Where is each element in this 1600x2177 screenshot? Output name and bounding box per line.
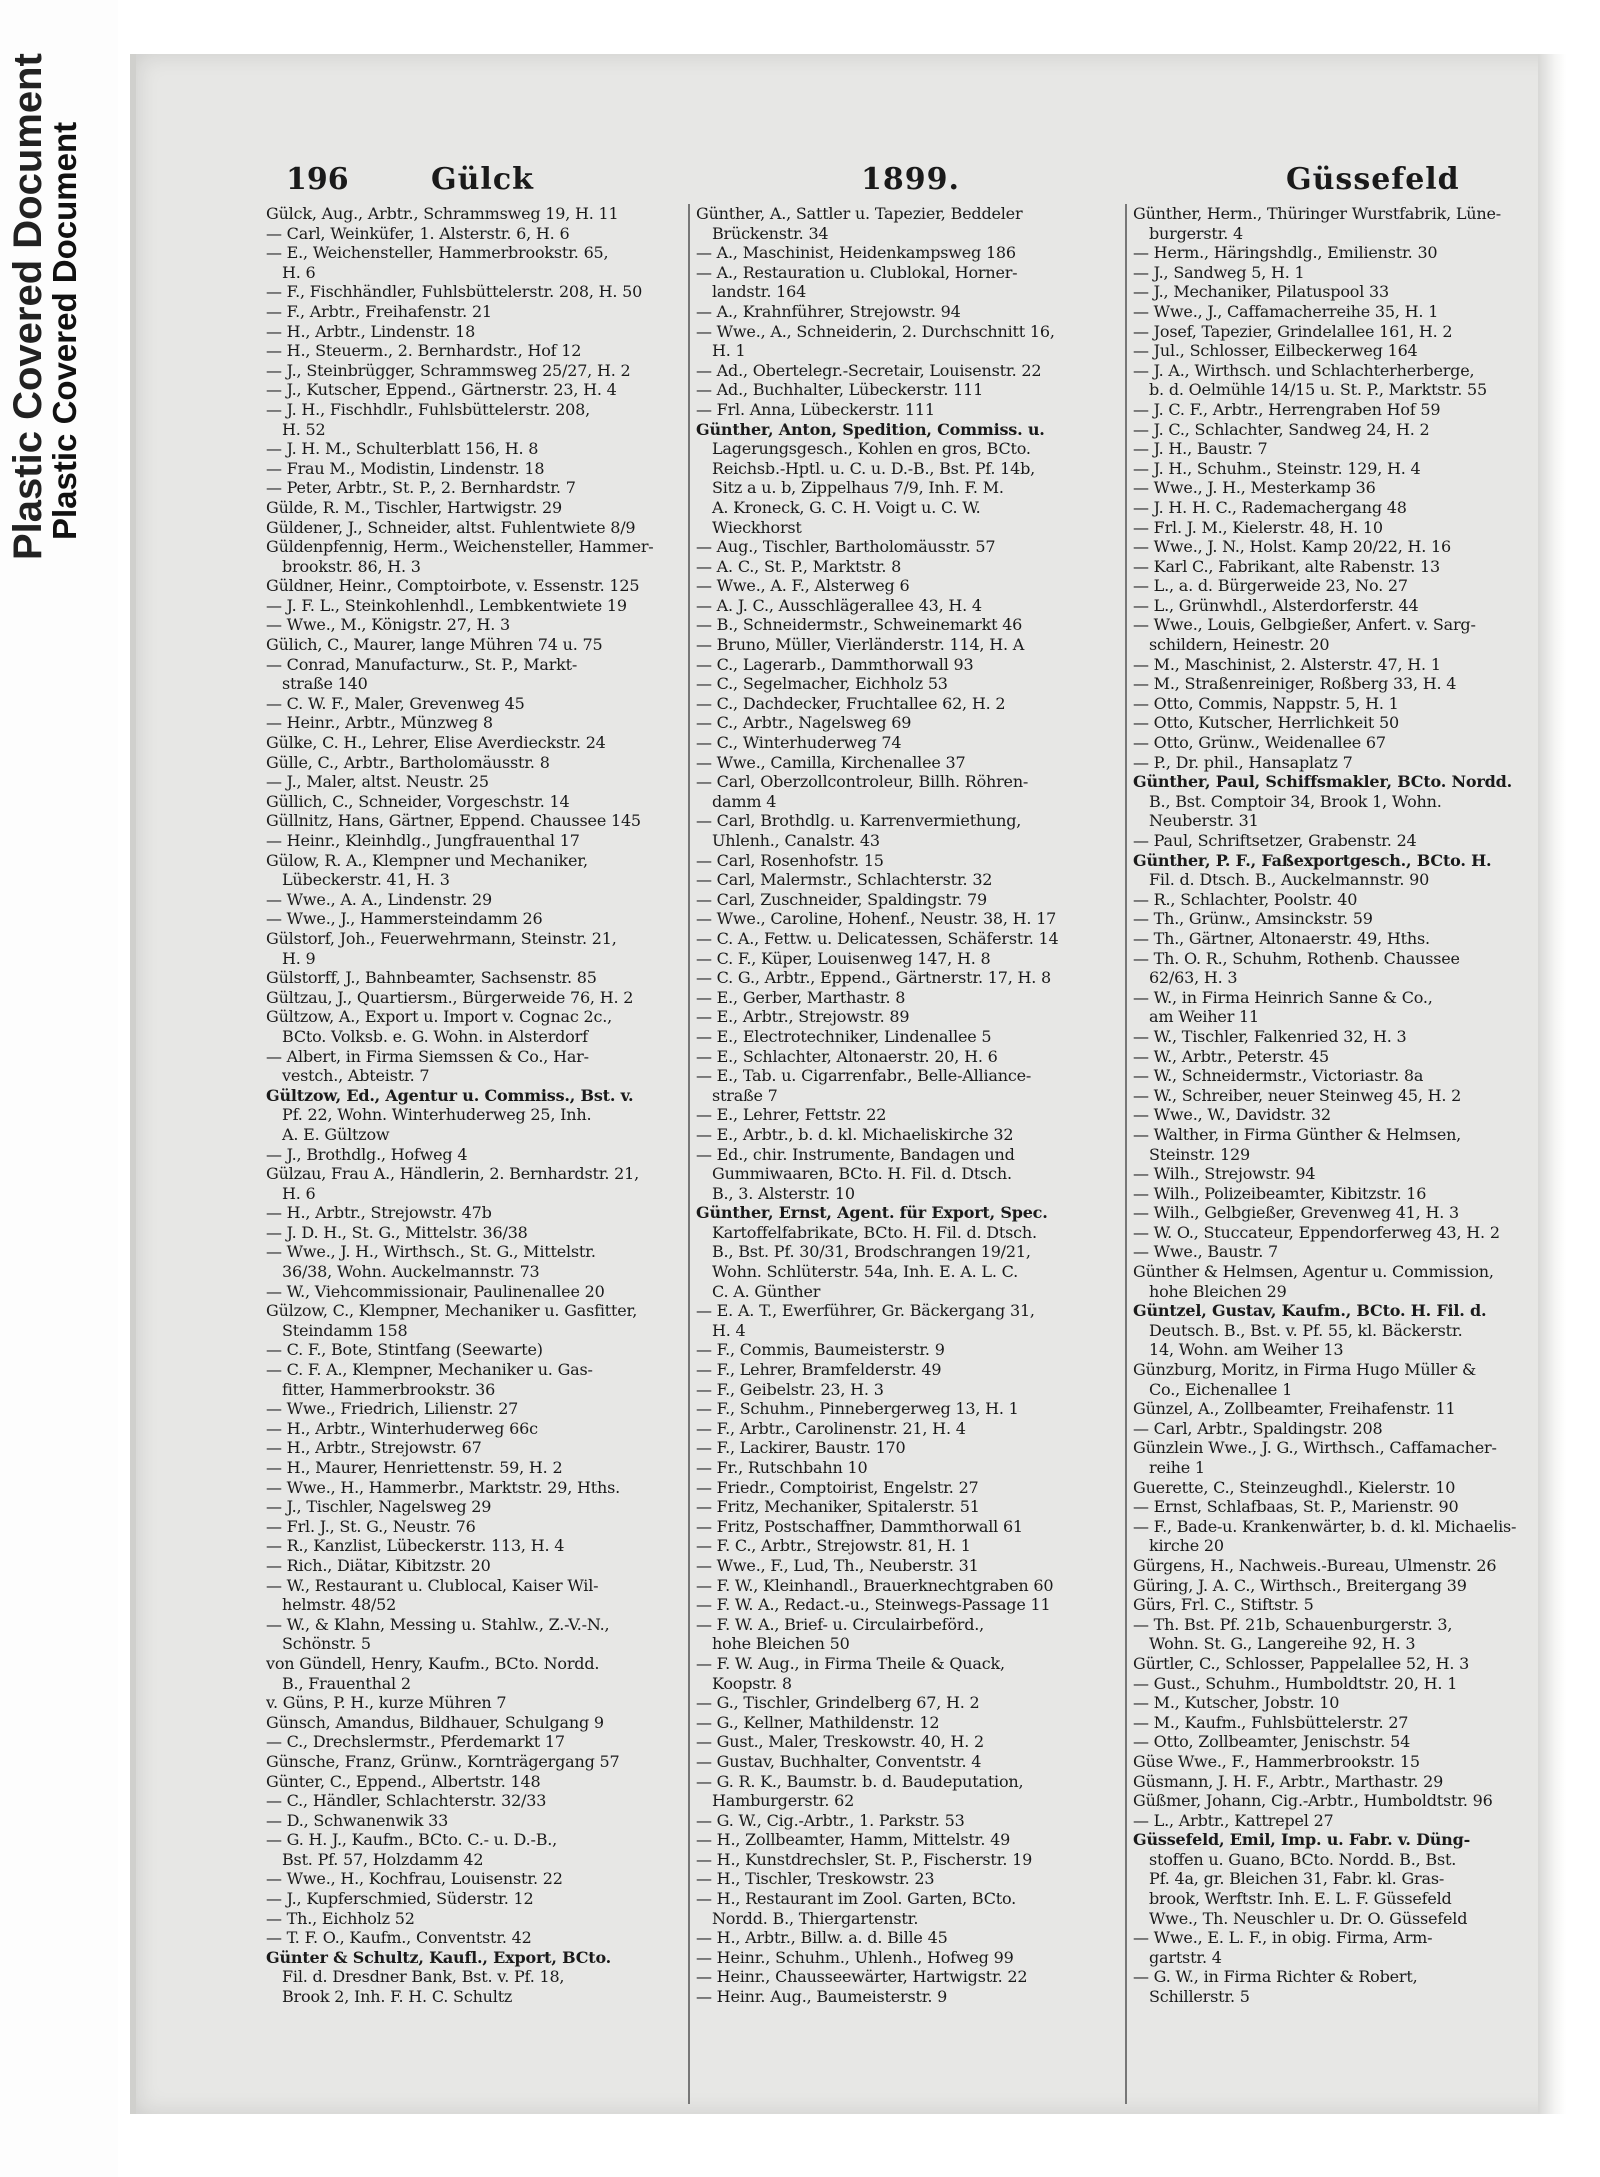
directory-entry-line: — Carl, Oberzollcontroleur, Billh. Röhren- [696,772,1029,792]
directory-entry-line: — Frl. J., St. G., Neustr. 76 [266,1516,476,1536]
directory-entry-line: — Wwe., Louis, Gelbgießer, Anfert. v. Sarg- [1133,615,1476,635]
directory-entry-line: H. 9 [282,948,316,968]
directory-entry-line: — Friedr., Comptoirist, Engelstr. 27 [696,1477,979,1497]
directory-entry-line: Neuberstr. 31 [1149,811,1259,831]
directory-entry-line: burgerstr. 4 [1149,223,1244,243]
directory-entry-line: — M., Maschinist, 2. Alsterstr. 47, H. 1 [1133,654,1441,674]
directory-entry-line: — Frl. J. M., Kielerstr. 48, H. 10 [1133,517,1383,537]
directory-entry-line: von Gündell, Henry, Kaufm., BCto. Nordd. [266,1653,600,1673]
directory-entry-line: — L., a. d. Bürgerweide 23, No. 27 [1133,576,1408,596]
directory-entry-line: Güse Wwe., F., Hammerbrookstr. 15 [1133,1751,1420,1771]
directory-entry-line: — C. A., Fettw. u. Delicatessen, Schäferstr. 14 [696,928,1059,948]
directory-entry-line: — Carl, Malermstr., Schlachterstr. 32 [696,870,993,890]
directory-entry-line: — H., Arbtr., Strejowstr. 47b [266,1203,492,1223]
directory-entry-line: — Otto, Commis, Nappstr. 5, H. 1 [1133,693,1399,713]
plastic-cover-label: Plastic Covered Document [46,121,83,540]
plastic-cover-label-partial: Plastic Covered Document [6,53,50,560]
directory-entry-line: — Th., Eichholz 52 [266,1908,415,1928]
directory-entry-line: Kartoffelfabrikate, BCto. H. Fil. d. Dtsch. [712,1222,1037,1242]
directory-entry-line: H. 6 [282,262,316,282]
directory-entry-line: Bst. Pf. 57, Holzdamm 42 [282,1849,484,1869]
directory-entry-line: — W., Tischler, Falkenried 32, H. 3 [1133,1026,1407,1046]
directory-entry-line: — J. H. M., Schulterblatt 156, H. 8 [266,439,539,459]
directory-entry-line: — Carl, Weinküfer, 1. Alsterstr. 6, H. 6 [266,223,570,243]
directory-entry-line: brookstr. 86, H. 3 [282,556,421,576]
directory-entry-line: Pf. 22, Wohn. Winterhuderweg 25, Inh. [282,1105,592,1125]
directory-entry-line: — Wilh., Gelbgießer, Grevenweg 41, H. 3 [1133,1203,1459,1223]
directory-entry-line: — A. C., St. P., Marktstr. 8 [696,556,902,576]
directory-entry-line: Gülle, C., Arbtr., Bartholomäusstr. 8 [266,752,550,772]
directory-entry-line: Fil. d. Dresdner Bank, Bst. v. Pf. 18, [282,1967,565,1987]
column-3 [1133,204,1549,2007]
directory-entry-line: — C., Arbtr., Nagelsweg 69 [696,713,912,733]
directory-entry-line: — B., Schneidermstr., Schweinemarkt 46 [696,615,1023,635]
directory-entry-line: — G. H. J., Kaufm., BCto. C.- u. D.-B., [266,1830,558,1850]
directory-entry-line: — F. C., Arbtr., Strejowstr. 81, H. 1 [696,1536,971,1556]
directory-entry-line: A. Kroneck, G. C. H. Voigt u. C. W. [712,497,981,517]
directory-entry-line: — F., Bade-u. Krankenwärter, b. d. kl. Michaelis- [1133,1516,1517,1536]
directory-entry-line: — Conrad, Manufacturw., St. P., Markt- [266,654,578,674]
directory-entry-line: — J. A., Wirthsch. und Schlachterherberge, [1133,360,1475,380]
directory-entry-line: — W., Schneidermstr., Victoriastr. 8a [1133,1066,1424,1086]
directory-entry-line: Günther, P. F., Faßexportgesch., BCto. H. [1133,850,1492,870]
directory-entry-line: Günther, Herm., Thüringer Wurstfabrik, Lüne- [1133,204,1501,223]
directory-entry-line: — C., Winterhuderweg 74 [696,733,902,753]
directory-entry-line: — Carl, Brothdlg. u. Karrenvermiethung, [696,811,1022,831]
directory-entry-line: straße 140 [282,674,368,694]
directory-entry-line: — C. W. F., Maler, Grevenweg 45 [266,693,525,713]
directory-entry-line: — Gust., Schuhm., Humboldtstr. 20, H. 1 [1133,1673,1458,1693]
directory-entry-line: Wohn. St. G., Langereihe 92, H. 3 [1149,1634,1416,1654]
directory-entry-line: — Th. O. R., Schuhm, Rothenb. Chaussee [1133,948,1460,968]
directory-entry-line: — E., Schlachter, Altonaerstr. 20, H. 6 [696,1046,998,1066]
directory-entry-line: — Th., Gärtner, Altonaerstr. 49, Hths. [1133,928,1430,948]
directory-entry-line: C. A. Günther [712,1281,821,1301]
directory-entry-line: — F., Commis, Baumeisterstr. 9 [696,1340,945,1360]
directory-entry-line: — J., Sandweg 5, H. 1 [1133,262,1305,282]
directory-entry-line: — Fr., Rutschbahn 10 [696,1458,868,1477]
directory-entry-line: — J., Kupferschmied, Süderstr. 12 [266,1889,534,1909]
directory-entry-line: — Wwe., J. H., Mesterkamp 36 [1133,478,1376,498]
directory-entry-line: Hamburgerstr. 62 [712,1791,855,1811]
directory-entry-line: — Wwe., Baustr. 7 [1133,1242,1279,1262]
directory-entry-line: — M., Kutscher, Jobstr. 10 [1133,1693,1340,1713]
directory-entry-line: fitter, Hammerbrookstr. 36 [282,1379,496,1399]
directory-entry-line: Günther & Helmsen, Agentur u. Commission, [1133,1262,1494,1282]
directory-entry-line: — A., Restauration u. Clublokal, Horner- [696,262,1018,282]
directory-entry-line: — Walther, in Firma Günther & Helmsen, [1133,1124,1462,1144]
directory-entry-line: — W., Schreiber, neuer Steinweg 45, H. 2 [1133,1085,1462,1105]
directory-entry-line: — C. F., Küper, Louisenweg 147, H. 8 [696,948,991,968]
directory-entry-line: — Otto, Zollbeamter, Jenischstr. 54 [1133,1732,1411,1752]
directory-entry-line: — J. H., Baustr. 7 [1133,439,1268,459]
directory-entry-line: Günther, Paul, Schiffsmakler, BCto. Nordd. [1133,772,1512,792]
directory-entry-line: — H., Tischler, Treskowstr. 23 [696,1869,935,1889]
directory-entry-line: straße 7 [712,1085,778,1105]
directory-page [130,54,1566,2114]
directory-entry-line: reihe 1 [1149,1458,1205,1477]
directory-entry-line: Gülzau, Frau A., Händlerin, 2. Bernhardstr. 21, [266,1164,640,1184]
directory-entry-line: gartstr. 4 [1149,1947,1222,1967]
directory-entry-line: — Wwe., Caroline, Hohenf., Neustr. 38, H. 17 [696,909,1057,929]
directory-entry-line: — M., Straßenreiniger, Roßberg 33, H. 4 [1133,674,1457,694]
directory-entry-line: — J., Kutscher, Eppend., Gärtnerstr. 23, H. 4 [266,380,617,400]
directory-entry-line: 62/63, H. 3 [1149,968,1238,988]
directory-entry-line: Günsch, Amandus, Bildhauer, Schulgang 9 [266,1712,604,1732]
directory-entry-line: — Josef, Tapezier, Grindelallee 161, H. 2 [1133,321,1453,341]
directory-entry-line: — L., Arbtr., Kattrepel 27 [1133,1810,1334,1830]
header-left-word: Gülck [431,162,534,197]
directory-entry-line: Sitz a u. b, Zippelhaus 7/9, Inh. F. M. [712,478,1004,498]
directory-entry-line: — Wwe., J., Caffamacherreihe 35, H. 1 [1133,301,1439,321]
scan-margin [0,0,118,2177]
directory-entry-line: — E., Weichensteller, Hammerbrookstr. 65, [266,243,609,263]
directory-entry-line: — A., Maschinist, Heidenkampsweg 186 [696,243,1016,263]
directory-entry-line: — J., Brothdlg., Hofweg 4 [266,1144,468,1164]
directory-entry-line: — R., Schlachter, Poolstr. 40 [1133,889,1358,909]
directory-entry-line: — Wwe., H., Kochfrau, Louisenstr. 22 [266,1869,563,1889]
directory-entry-line: Güllich, C., Schneider, Vorgeschstr. 14 [266,791,570,811]
directory-entry-line: H. 52 [282,419,326,439]
directory-entry-line: — F. W., Kleinhandl., Brauerknechtgraben 60 [696,1575,1054,1595]
directory-entry-line: — Wwe., E. L. F., in obig. Firma, Arm- [1133,1928,1433,1948]
directory-entry-line: — H., Arbtr., Strejowstr. 67 [266,1438,482,1458]
directory-entry-line: — Heinr., Schuhm., Uhlenh., Hofweg 99 [696,1947,1014,1967]
directory-entry-line: schildern, Heinestr. 20 [1149,635,1330,655]
directory-entry-line: Deutsch. B., Bst. v. Pf. 55, kl. Bäckerstr. [1149,1320,1463,1340]
directory-entry-line: — J. C., Schlachter, Sandweg 24, H. 2 [1133,419,1430,439]
directory-entry-line: — J. D. H., St. G., Mittelstr. 36/38 [266,1222,528,1242]
directory-entry-line: Brückenstr. 34 [712,223,829,243]
header-right-word: Güssefeld [1286,162,1460,197]
directory-entry-line: Gürtler, C., Schlosser, Pappelallee 52, H. 3 [1133,1653,1470,1673]
directory-entry-line: — F. W. A., Brief- u. Circulairbeförd., [696,1614,985,1634]
column-2 [696,204,1124,2007]
directory-entry-line: — G. W., in Firma Richter & Robert, [1133,1967,1418,1987]
directory-entry-line: — F., Geibelstr. 23, H. 3 [696,1379,884,1399]
directory-entry-line: — Wwe., J. N., Holst. Kamp 20/22, H. 16 [1133,537,1452,557]
directory-entry-line: — Karl C., Fabrikant, alte Rabenstr. 13 [1133,556,1440,576]
directory-entry-line: — Fritz, Postschaffner, Dammthorwall 61 [696,1516,1023,1536]
directory-entry-line: — Jul., Schlosser, Eilbeckerweg 164 [1133,341,1418,361]
directory-entry-line: — J., Steinbrügger, Schrammsweg 25/27, H. 2 [266,360,631,380]
directory-entry-line: A. E. Gültzow [282,1124,390,1144]
directory-entry-line: landstr. 164 [712,282,807,302]
directory-entry-line: Günther, Ernst, Agent. für Export, Spec. [696,1203,1048,1223]
directory-entry-line: kirche 20 [1149,1536,1224,1556]
directory-entry-line: Wohn. Schlüterstr. 54a, Inh. E. A. L. C. [712,1262,1018,1282]
directory-entry-line: Brook 2, Inh. F. H. C. Schultz [282,1987,513,2007]
directory-entry-line: — F., Arbtr., Freihafenstr. 21 [266,301,492,321]
directory-entry-line: — Aug., Tischler, Bartholomäusstr. 57 [696,537,996,557]
directory-entry-line: — L., Grünwhdl., Alsterdorferstr. 44 [1133,595,1419,615]
directory-entry-line: — Bruno, Müller, Vierländerstr. 114, H. A [696,635,1025,655]
directory-entry-line: — Wwe., Camilla, Kirchenallee 37 [696,752,966,772]
directory-entry-line: — F., Lackirer, Baustr. 170 [696,1438,906,1458]
directory-entry-line: — Heinr., Kleinhdlg., Jungfrauenthal 17 [266,831,580,850]
directory-entry-line: Günzel, A., Zollbeamter, Freihafenstr. 11 [1133,1399,1456,1419]
directory-entry-line: — M., Kaufm., Fuhlsbüttelerstr. 27 [1133,1712,1409,1732]
directory-entry-line: Güllnitz, Hans, Gärtner, Eppend. Chaussee 145 [266,811,641,831]
directory-entry-line: — H., Arbtr., Winterhuderweg 66c [266,1418,538,1438]
directory-entry-line: Gürgens, H., Nachweis.-Bureau, Ulmenstr. 26 [1133,1555,1497,1575]
directory-entry-line: — Th., Grünw., Amsinckstr. 59 [1133,909,1373,929]
directory-entry-line: Nordd. B., Thiergartenstr. [712,1908,919,1928]
directory-entry-line: Gülstorff, J., Bahnbeamter, Sachsenstr. 85 [266,968,597,988]
directory-entry-line: — J., Mechaniker, Pilatuspool 33 [1133,282,1389,302]
directory-entry-line: Gülow, R. A., Klempner und Mechaniker, [266,850,588,870]
directory-entry-line: Co., Eichenallee 1 [1149,1379,1293,1399]
directory-entry-line: — F., Fischhändler, Fuhlsbüttelerstr. 208, H. 50 [266,282,643,302]
directory-entry-line: — J. C. F., Arbtr., Herrengraben Hof 59 [1133,399,1441,419]
directory-entry-line: — Wwe., A. F., Alsterweg 6 [696,576,910,596]
directory-entry-line: — Wwe., M., Königstr. 27, H. 3 [266,615,510,635]
directory-entry-line: Güldner, Heinr., Comptoirbote, v. Essenstr. 125 [266,576,640,596]
directory-entry-line: B., Bst. Comptoir 34, Brook 1, Wohn. [1149,791,1442,811]
directory-entry-line: — Ed., chir. Instrumente, Bandagen und [696,1144,1015,1164]
directory-entry-line: — C. G., Arbtr., Eppend., Gärtnerstr. 17, H. 8 [696,968,1052,988]
directory-entry-line: B., Frauenthal 2 [282,1673,411,1693]
directory-entry-line: — J. H., Fischhdlr., Fuhlsbüttelerstr. 208, [266,399,591,419]
directory-entry-line: H. 4 [712,1320,746,1340]
directory-entry-line: Gülzow, C., Klempner, Mechaniker u. Gasfitter, [266,1301,638,1321]
directory-entry-line: — J. F. L., Steinkohlenhdl., Lembkentwiete 19 [266,595,627,615]
directory-entry-line: hohe Bleichen 29 [1149,1281,1287,1301]
header-year: 1899. [861,162,960,197]
directory-entry-line: — H., Arbtr., Lindenstr. 18 [266,321,476,341]
directory-entry-line: — W., in Firma Heinrich Sanne & Co., [1133,987,1433,1007]
directory-entry-line: — E. A. T., Ewerführer, Gr. Bäckergang 31, [696,1301,1035,1321]
directory-entry-line: b. d. Oelmühle 14/15 u. St. P., Marktstr. 55 [1149,380,1487,400]
directory-entry-line: — C., Dachdecker, Fruchtallee 62, H. 2 [696,693,1006,713]
page-header [136,162,1536,206]
directory-entry-line: Steindamm 158 [282,1320,408,1340]
directory-entry-line: — F. W. Aug., in Firma Theile & Quack, [696,1653,1005,1673]
directory-entry-line: Gülck, Aug., Arbtr., Schrammsweg 19, H. 11 [266,204,619,223]
directory-entry-line: Güsmann, J. H. F., Arbtr., Marthastr. 29 [1133,1771,1444,1791]
directory-entry-line: — G., Tischler, Grindelberg 67, H. 2 [696,1693,980,1713]
directory-entry-line: — Otto, Kutscher, Herrlichkeit 50 [1133,713,1399,733]
directory-entry-line: — C., Lagerarb., Dammthorwall 93 [696,654,974,674]
directory-entry-line: — Ad., Obertelegr.-Secretair, Louisenstr. 22 [696,360,1042,380]
directory-entry-line: — Wilh., Strejowstr. 94 [1133,1164,1316,1184]
directory-entry-line: — Ad., Buchhalter, Lübeckerstr. 111 [696,380,984,400]
directory-entry-line: — W., Arbtr., Peterstr. 45 [1133,1046,1329,1066]
directory-entry-line: — E., Lehrer, Fettstr. 22 [696,1105,887,1125]
directory-entry-line: 14, Wohn. am Weiher 13 [1149,1340,1344,1360]
directory-entry-line: Gülstorf, Joh., Feuerwehrmann, Steinstr. 21, [266,928,617,948]
directory-entry-line: — F., Schuhm., Pinnebergerweg 13, H. 1 [696,1399,1019,1419]
directory-entry-line: — C., Händler, Schlachterstr. 32/33 [266,1791,547,1811]
directory-entry-line: — Carl, Zuschneider, Spaldingstr. 79 [696,889,987,909]
directory-entry-line: Gülke, C. H., Lehrer, Elise Averdieckstr. 24 [266,733,606,753]
directory-entry-line: — W., Viehcommissionair, Paulinenallee 20 [266,1281,605,1301]
directory-entry-line: — H., Zollbeamter, Hamm, Mittelstr. 49 [696,1830,1011,1850]
directory-entry-line: — H., Kunstdrechsler, St. P., Fischerstr. 19 [696,1849,1033,1869]
directory-entry-line: — W. O., Stuccateur, Eppendorferweg 43, H. 2 [1133,1222,1500,1242]
directory-entry-line: — Wwe., Friedrich, Lilienstr. 27 [266,1399,519,1419]
directory-entry-line: Schönstr. 5 [282,1634,371,1654]
directory-entry-line: — Th. Bst. Pf. 21b, Schauenburgerstr. 3, [1133,1614,1453,1634]
directory-entry-line: Gülich, C., Maurer, lange Mühren 74 u. 75 [266,635,603,655]
directory-entry-line: — T. F. O., Kaufm., Conventstr. 42 [266,1928,532,1948]
directory-entry-line: Güntzel, Gustav, Kaufm., BCto. H. Fil. d. [1133,1301,1487,1321]
directory-entry-line: Gültzow, Ed., Agentur u. Commiss., Bst. v. [266,1085,634,1105]
directory-entry-line: — Wwe., A., Schneiderin, 2. Durchschnitt 16, [696,321,1055,341]
directory-entry-line: Güßmer, Johann, Cig.-Arbtr., Humboldtstr. 96 [1133,1791,1493,1811]
directory-entry-line: — Rich., Diätar, Kibitzstr. 20 [266,1555,491,1575]
directory-entry-line: — Wwe., W., Davidstr. 32 [1133,1105,1331,1125]
directory-entry-line: — Heinr., Chausseewärter, Hartwigstr. 22 [696,1967,1028,1987]
directory-entry-line: — C., Drechslermstr., Pferdemarkt 17 [266,1732,565,1752]
directory-entry-line: Güssefeld, Emil, Imp. u. Fabr. v. Düng- [1133,1830,1471,1850]
directory-entry-line: — W., & Klahn, Messing u. Stahlw., Z.-V.-N., [266,1614,610,1634]
directory-entry-line: — R., Kanzlist, Lübeckerstr. 113, H. 4 [266,1536,565,1556]
directory-entry-line: Günsche, Franz, Grünw., Kornträgergang 57 [266,1751,620,1771]
directory-entry-line: Uhlenh., Canalstr. 43 [712,831,880,850]
column-rule [688,204,690,2104]
directory-entry-line: H. 1 [712,341,746,361]
directory-entry-line: brook, Werftstr. Inh. E. L. F. Güssefeld [1149,1889,1452,1909]
directory-entry-line: — Ernst, Schlafbaas, St. P., Marienstr. 90 [1133,1497,1459,1517]
directory-entry-line: — Wwe., A. A., Lindenstr. 29 [266,889,493,909]
directory-entry-line: damm 4 [712,791,777,811]
directory-entry-line: Lübeckerstr. 41, H. 3 [282,870,450,890]
directory-entry-line: — Wwe., F., Lud, Th., Neuberstr. 31 [696,1555,979,1575]
directory-entry-line: stoffen u. Guano, BCto. Nordd. B., Bst. [1149,1849,1457,1869]
directory-entry-line: — W., Restaurant u. Clublocal, Kaiser Wil- [266,1575,599,1595]
directory-entry-line: Fil. d. Dtsch. B., Auckelmannstr. 90 [1149,870,1430,890]
directory-entry-line: — F. W. A., Redact.-u., Steinwegs-Passage 11 [696,1595,1051,1615]
directory-entry-line: — H., Steuerm., 2. Bernhardstr., Hof 12 [266,341,582,361]
directory-entry-line: Gültzow, A., Export u. Import v. Cognac 2c., [266,1007,613,1027]
directory-entry-line: — Gust., Maler, Treskowstr. 40, H. 2 [696,1732,985,1752]
directory-entry-line: Günter, C., Eppend., Albertstr. 148 [266,1771,541,1791]
directory-entry-line: H. 6 [282,1183,316,1203]
directory-entry-line: BCto. Volksb. e. G. Wohn. in Alsterdorf [282,1026,588,1046]
directory-entry-line: am Weiher 11 [1149,1007,1259,1027]
directory-entry-line: Steinstr. 129 [1149,1144,1250,1164]
directory-entry-line: — H., Restaurant im Zool. Garten, BCto. [696,1889,1017,1909]
directory-entry-line: — F., Arbtr., Carolinenstr. 21, H. 4 [696,1418,966,1438]
directory-entry-line: — J., Maler, altst. Neustr. 25 [266,772,489,792]
directory-entry-line: — A. J. C., Ausschlägerallee 43, H. 4 [696,595,982,615]
directory-entry-line: — E., Arbtr., Strejowstr. 89 [696,1007,910,1027]
directory-entry-line: — E., Tab. u. Cigarrenfabr., Belle-Alliance- [696,1066,1032,1086]
directory-entry-line: Gültzau, J., Quartiersm., Bürgerweide 76, H. 2 [266,987,634,1007]
directory-entry-line: — Frl. Anna, Lübeckerstr. 111 [696,399,935,419]
directory-entry-line: Gummiwaaren, BCto. H. Fil. d. Dtsch. [712,1164,1012,1184]
directory-entry-line: — H., Arbtr., Billw. a. d. Bille 45 [696,1928,948,1948]
directory-entry-line: — Wwe., J., Hammersteindamm 26 [266,909,543,929]
directory-entry-line: hohe Bleichen 50 [712,1634,850,1654]
directory-entry-line: Günther, A., Sattler u. Tapezier, Beddeler [696,204,1023,223]
directory-entry-line: — E., Arbtr., b. d. kl. Michaeliskirche 32 [696,1124,1014,1144]
directory-entry-line: Günter & Schultz, Kaufl., Export, BCto. [266,1947,612,1967]
directory-entry-line: — G. R. K., Baumstr. b. d. Baudeputation, [696,1771,1024,1791]
directory-entry-line: — Gustav, Buchhalter, Conventstr. 4 [696,1751,982,1771]
directory-entry-line: — Wwe., J. H., Wirthsch., St. G., Mittelstr. [266,1242,596,1262]
directory-entry-line: — Otto, Grünw., Weidenallee 67 [1133,733,1386,753]
directory-entry-line: Reichsb.-Hptl. u. C. u. D.-B., Bst. Pf. 14b, [712,458,1036,478]
directory-entry-line: 36/38, Wohn. Auckelmannstr. 73 [282,1262,540,1282]
directory-entry-line: — A., Krahnführer, Strejowstr. 94 [696,301,961,321]
directory-entry-line: — Frau M., Modistin, Lindenstr. 18 [266,458,545,478]
directory-entry-line: — C. F. A., Klempner, Mechaniker u. Gas- [266,1360,593,1380]
directory-entry-line: — J. H., Schuhm., Steinstr. 129, H. 4 [1133,458,1421,478]
directory-entry-line: — Fritz, Mechaniker, Spitalerstr. 51 [696,1497,980,1517]
directory-entry-line: Güldener, J., Schneider, altst. Fuhlentwiete 8/9 [266,517,636,537]
column-1 [266,204,686,2007]
directory-entry-line: Koopstr. 8 [712,1673,792,1693]
directory-entry-line: — Wwe., H., Hammerbr., Marktstr. 29, Hths. [266,1477,621,1497]
directory-entry-line: Günther, Anton, Spedition, Commiss. u. [696,419,1045,439]
directory-entry-line: — Herm., Häringshdlg., Emilienstr. 30 [1133,243,1438,263]
directory-entry-line: — Carl, Arbtr., Spaldingstr. 208 [1133,1418,1383,1438]
directory-entry-line: — Carl, Rosenhofstr. 15 [696,850,884,870]
directory-entry-line: — C., Segelmacher, Eichholz 53 [696,674,948,694]
directory-entry-line: — D., Schwanenwik 33 [266,1810,449,1830]
directory-entry-line: — Albert, in Firma Siemssen & Co., Har- [266,1046,589,1066]
directory-entry-line: Güring, J. A. C., Wirthsch., Breitergang 39 [1133,1575,1467,1595]
directory-entry-line: Lagerungsgesch., Kohlen en gros, BCto. [712,439,1031,459]
directory-entry-line: — E., Electrotechniker, Lindenallee 5 [696,1026,992,1046]
directory-entry-line: — Peter, Arbtr., St. P., 2. Bernhardstr. 7 [266,478,576,498]
directory-entry-line: — H., Maurer, Henriettenstr. 59, H. 2 [266,1458,563,1477]
directory-entry-line: — F., Lehrer, Bramfelderstr. 49 [696,1360,942,1380]
directory-entry-line: Wieckhorst [712,517,802,537]
directory-entry-line: Güldenpfennig, Herm., Weichensteller, Hammer- [266,537,654,557]
directory-entry-line: — J. H. H. C., Rademachergang 48 [1133,497,1407,517]
directory-entry-line: vestch., Abteistr. 7 [282,1066,430,1086]
directory-entry-line: — J., Tischler, Nagelsweg 29 [266,1497,492,1517]
directory-entry-line: B., 3. Alsterstr. 10 [712,1183,855,1203]
directory-entry-line: Gülde, R. M., Tischler, Hartwigstr. 29 [266,497,562,517]
directory-entry-line: — P., Dr. phil., Hansaplatz 7 [1133,752,1353,772]
directory-entry-line: Guerette, C., Steinzeughdl., Kielerstr. 10 [1133,1477,1456,1497]
directory-entry-line: — Wilh., Polizeibeamter, Kibitzstr. 16 [1133,1183,1427,1203]
directory-entry-line: — G. W., Cig.-Arbtr., 1. Parkstr. 53 [696,1810,965,1830]
directory-entry-line: Schillerstr. 5 [1149,1987,1250,2007]
directory-entry-line: B., Bst. Pf. 30/31, Brodschrangen 19/21, [712,1242,1031,1262]
directory-entry-line: Günzlein Wwe., J. G., Wirthsch., Caffamacher- [1133,1438,1497,1458]
directory-entry-line: Günzburg, Moritz, in Firma Hugo Müller & [1133,1360,1477,1380]
directory-entry-line: v. Güns, P. H., kurze Mühren 7 [266,1693,507,1713]
directory-entry-line: helmstr. 48/52 [282,1595,397,1615]
directory-entry-line: — Heinr., Arbtr., Münzweg 8 [266,713,493,733]
directory-entry-line: Gürs, Frl. C., Stiftstr. 5 [1133,1595,1314,1615]
directory-entry-line: — E., Gerber, Marthastr. 8 [696,987,906,1007]
directory-entry-line: — Paul, Schriftsetzer, Grabenstr. 24 [1133,831,1417,850]
directory-entry-line: Wwe., Th. Neuschler u. Dr. O. Güssefeld [1149,1908,1468,1928]
column-rule [1125,204,1127,2104]
directory-entry-line: — C. F., Bote, Stintfang (Seewarte) [266,1340,543,1360]
directory-entry-line: — Heinr. Aug., Baumeisterstr. 9 [696,1987,948,2007]
directory-entry-line: Pf. 4a, gr. Bleichen 31, Fabr. kl. Gras- [1149,1869,1445,1889]
page-number: 196 [286,162,349,197]
directory-entry-line: — G., Kellner, Mathildenstr. 12 [696,1712,940,1732]
